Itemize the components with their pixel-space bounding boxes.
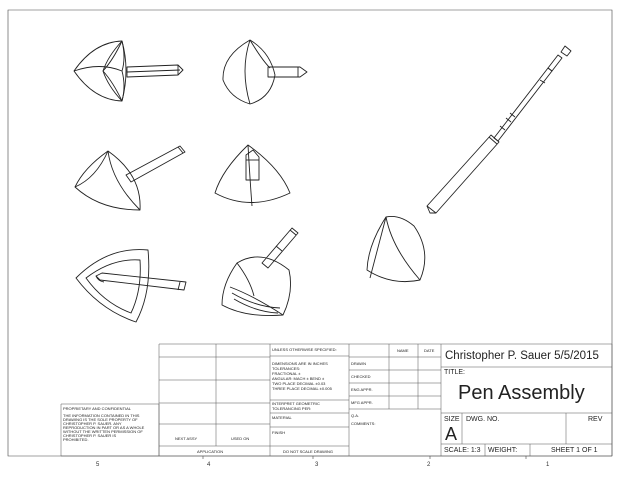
- do-not-scale: DO NOT SCALE DRAWING: [283, 449, 334, 454]
- next-assy-label: NEXT ASSY: [175, 436, 198, 441]
- dwg-no-label: DWG. NO.: [466, 416, 500, 423]
- drawing-title: Pen Assembly: [458, 382, 585, 404]
- approval-qa: Q.A.: [351, 413, 360, 418]
- view-bottom-open: [76, 250, 186, 322]
- author-and-date: Christopher P. Sauer 5/5/2015: [445, 350, 599, 362]
- size-value: A: [445, 424, 458, 444]
- approval-eng: ENG APPR.: [351, 387, 373, 392]
- zone-label-4: 4: [207, 462, 211, 468]
- material-label: MATERIAL: [272, 415, 292, 420]
- view-side: [223, 40, 307, 104]
- sheet-label: SHEET 1 OF 1: [551, 447, 598, 454]
- tolerances-label: TOLERANCES:: [272, 366, 301, 371]
- application-label: APPLICATION: [197, 449, 224, 454]
- zone-label-1: 1: [546, 462, 550, 468]
- approval-comments: COMMENTS:: [351, 421, 376, 426]
- proprietary-line: CHRISTOPHER P. SAUER. ANY: [63, 421, 122, 426]
- scale-label: SCALE: 1:3: [444, 447, 481, 454]
- finish-label: FINISH: [272, 430, 286, 435]
- two-place-tolerance: TWO PLACE DECIMAL ±0.03: [272, 381, 326, 386]
- view-iso-left: [75, 146, 185, 210]
- view-pen-assembly: [367, 46, 571, 282]
- proprietary-line: PROHIBITED.: [63, 437, 89, 442]
- weight-label: WEIGHT:: [488, 447, 518, 454]
- proprietary-notice: [63, 406, 158, 442]
- zone-label-5: 5: [96, 462, 100, 468]
- three-place-tolerance: THREE PLACE DECIMAL ±0.005: [272, 386, 332, 391]
- proprietary-heading: PROPRIETARY AND CONFIDENTIAL: [63, 406, 132, 411]
- date-header: DATE: [424, 348, 435, 353]
- tolerancing-per: TOLERANCING PER:: [272, 406, 312, 411]
- view-front-tipup: [215, 145, 290, 206]
- view-iso-right: [222, 228, 298, 316]
- proprietary-line: THE INFORMATION CONTAINED IN THIS: [63, 413, 140, 418]
- name-header: NAME: [397, 348, 409, 353]
- used-on-label: USED ON: [231, 436, 250, 441]
- size-label: SIZE: [444, 416, 460, 423]
- proprietary-line: REPRODUCTION IN PART OR AS A WHOLE: [63, 425, 145, 430]
- drawing-views: [74, 40, 571, 322]
- view-front-trilobe: [74, 41, 183, 101]
- rev-label: REV: [588, 416, 603, 423]
- interpret-geometric: INTERPRET GEOMETRIC: [272, 401, 320, 406]
- proprietary-line: WITHOUT THE WRITTEN PERMISSION OF: [63, 429, 143, 434]
- approval-drawn: DRAWN: [351, 361, 366, 366]
- proprietary-line: DRAWING IS THE SOLE PROPERTY OF: [63, 417, 138, 422]
- fractional-tolerance: FRACTIONAL ±: [272, 371, 301, 376]
- proprietary-line: CHRISTOPHER P. SAUER IS: [63, 433, 117, 438]
- approval-mfg: MFG APPR.: [351, 400, 373, 405]
- angular-tolerance: ANGULAR: MACH ± BEND ±: [272, 376, 325, 381]
- dims-inches: DIMENSIONS ARE IN INCHES: [272, 361, 328, 366]
- zone-label-3: 3: [315, 462, 319, 468]
- zone-label-2: 2: [427, 462, 431, 468]
- title-label: TITLE:: [444, 369, 466, 376]
- approval-checked: CHECKED: [351, 374, 371, 379]
- unless-specified: UNLESS OTHERWISE SPECIFIED:: [272, 347, 337, 352]
